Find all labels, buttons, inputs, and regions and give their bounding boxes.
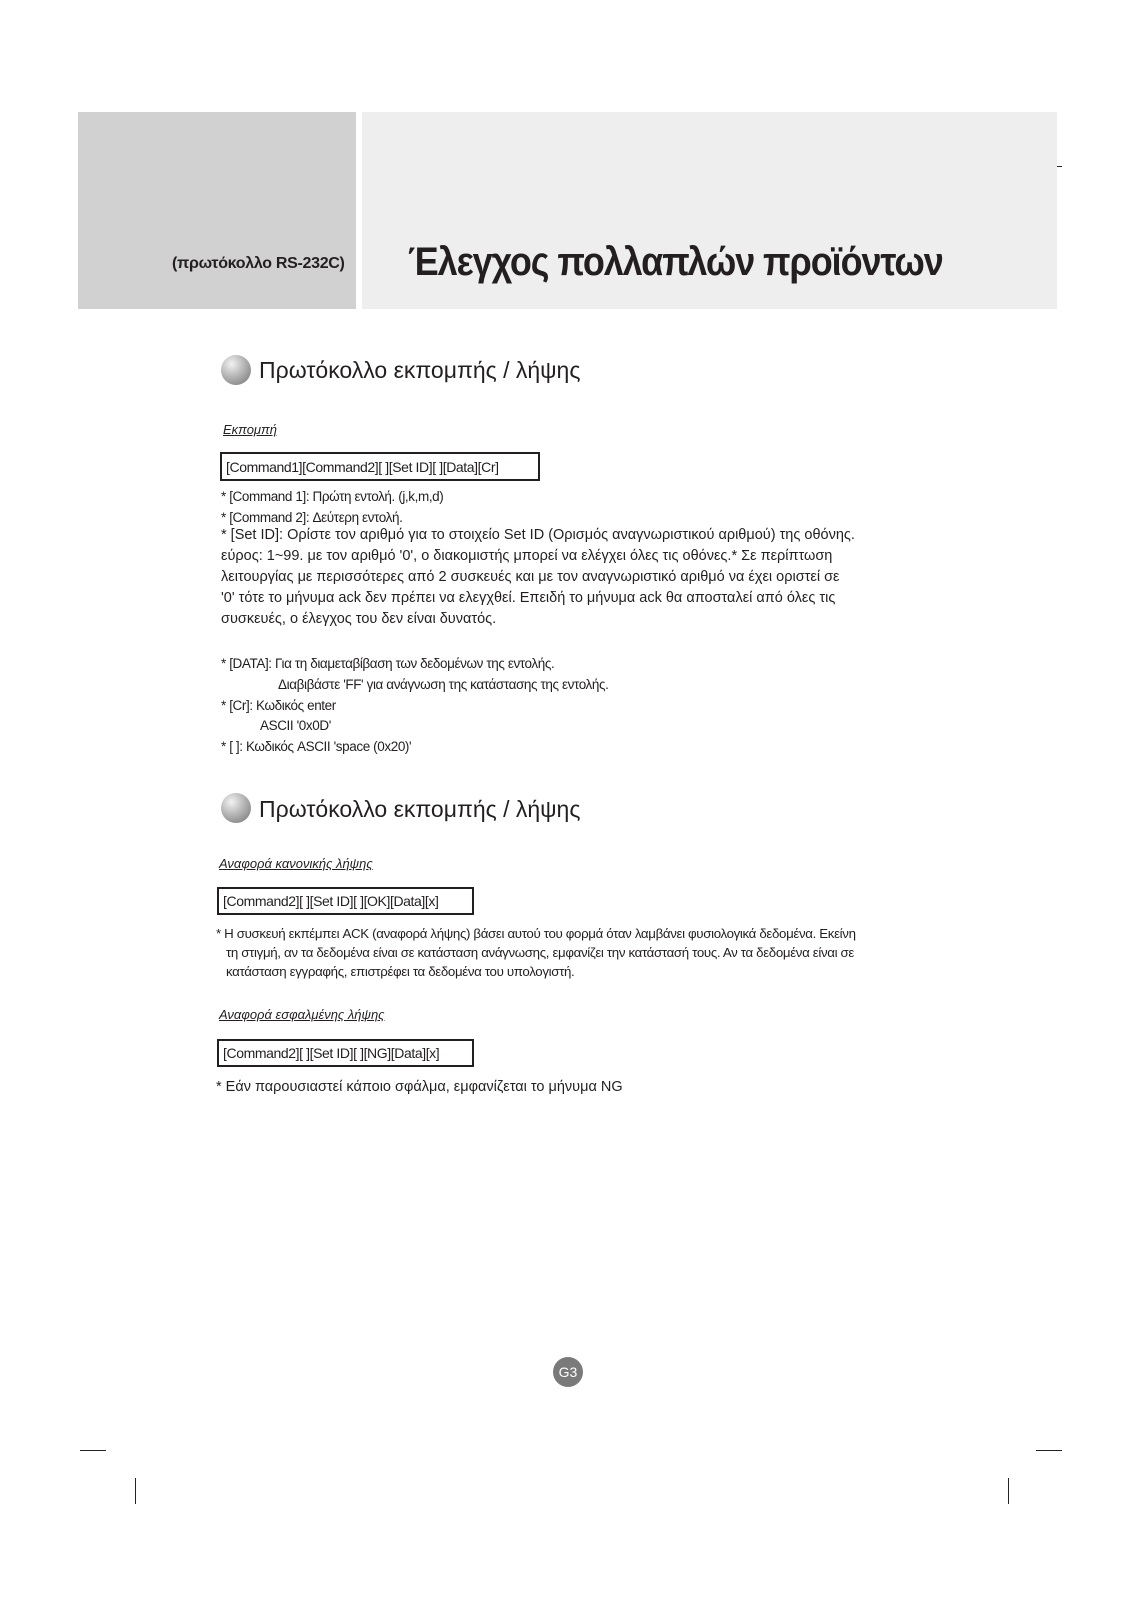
ng-note: * Εάν παρουσιαστεί κάποιο σφάλμα, εμφανίζεται το μήνυμα NG bbox=[216, 1079, 623, 1095]
section-heading: Πρωτόκολλο εκπομπής / λήψης bbox=[259, 357, 581, 383]
section-bullet-icon bbox=[221, 793, 251, 823]
paragraph-line: λειτουργίας με περισσότερες από 2 συσκευές και με τον αναγνωριστικό αριθμό να έχει οριστεί σε bbox=[221, 569, 840, 585]
space-note: * [ ]: Κωδικός ASCII 'space (0x20)' bbox=[221, 739, 412, 754]
header-left-panel bbox=[78, 112, 356, 309]
ok-command-format: [Command2][ ][Set ID][ ][OK][Data][x] bbox=[217, 887, 474, 915]
data-note: * [DATA]: Για τη διαμεταβίβαση των δεδομένων της εντολής. bbox=[221, 656, 555, 671]
transmission-label: Εκπομπή bbox=[223, 422, 277, 437]
ng-report-label: Αναφορά εσφαλμένης λήψης bbox=[219, 1007, 385, 1022]
setid-paragraph bbox=[221, 525, 901, 630]
paragraph-line: '0' τότε το μήνυμα ack δεν πρέπει να ελεγχθεί. Επειδή το μήνυμα ack θα αποσταλεί από όλες τις bbox=[221, 590, 836, 606]
paragraph-line: εύρος: 1~99. με τον αριθμό '0', ο διακομιστής μπορεί να ελέγχει όλες τις οθόνες.* Σε περίπτωση bbox=[221, 548, 833, 564]
section-bullet-icon bbox=[221, 355, 251, 385]
ng-command-format: [Command2][ ][Set ID][ ][NG][Data][x] bbox=[217, 1039, 474, 1067]
crop-mark bbox=[135, 1478, 136, 1504]
paragraph-line: * Η συσκευή εκπέμπει ACK (αναφορά λήψης) βάσει αυτού του φορμά όταν λαμβάνει φυσιολογικά δεδομένα. Εκείνη bbox=[216, 926, 856, 941]
command1-note: * [Command 1]: Πρώτη εντολή. (j,k,m,d) bbox=[221, 489, 444, 504]
paragraph-line: * [Set ID]: Ορίστε τον αριθμό για το στοιχείο Set ID (Ορισμός αναγνωριστικού αριθμού) της οθόνης. bbox=[221, 527, 855, 543]
command2-note: * [Command 2]: Δεύτερη εντολή. bbox=[221, 510, 403, 525]
ok-paragraph bbox=[216, 924, 916, 981]
page-number-badge: G3 bbox=[553, 1357, 583, 1387]
cr-note-detail: ASCII '0x0D' bbox=[260, 718, 331, 733]
section-heading: Πρωτόκολλο εκπομπής / λήψης bbox=[259, 796, 581, 822]
paragraph-line: συσκευές, ο έλεγχος του δεν είναι δυνατός. bbox=[221, 611, 497, 627]
crop-mark bbox=[80, 1450, 106, 1451]
page-title: Έλεγχος πολλαπλών προϊόντων bbox=[408, 240, 943, 284]
header-subtitle: (πρωτόκολλο RS-232C) bbox=[172, 255, 345, 272]
paragraph-line: τη στιγμή, αν τα δεδομένα είναι σε κατάσταση ανάγνωσης, εμφανίζει την κατάστασή τους. Αν τα δεδομένα είναι σε bbox=[226, 945, 854, 960]
ok-report-label: Αναφορά κανονικής λήψης bbox=[219, 856, 373, 871]
crop-mark bbox=[1036, 1450, 1062, 1451]
paragraph-line: κατάσταση εγγραφής, επιστρέφει τα δεδομένα του υπολογιστή. bbox=[226, 964, 575, 979]
transmission-command-format: [Command1][Command2][ ][Set ID][ ][Data][Cr] bbox=[220, 452, 540, 481]
cr-note: * [Cr]: Κωδικός enter bbox=[221, 698, 336, 713]
data-note-detail: Διαβιβάστε 'FF' για ανάγνωση της κατάστασης της εντολής. bbox=[278, 677, 609, 692]
crop-mark bbox=[1008, 1478, 1009, 1504]
